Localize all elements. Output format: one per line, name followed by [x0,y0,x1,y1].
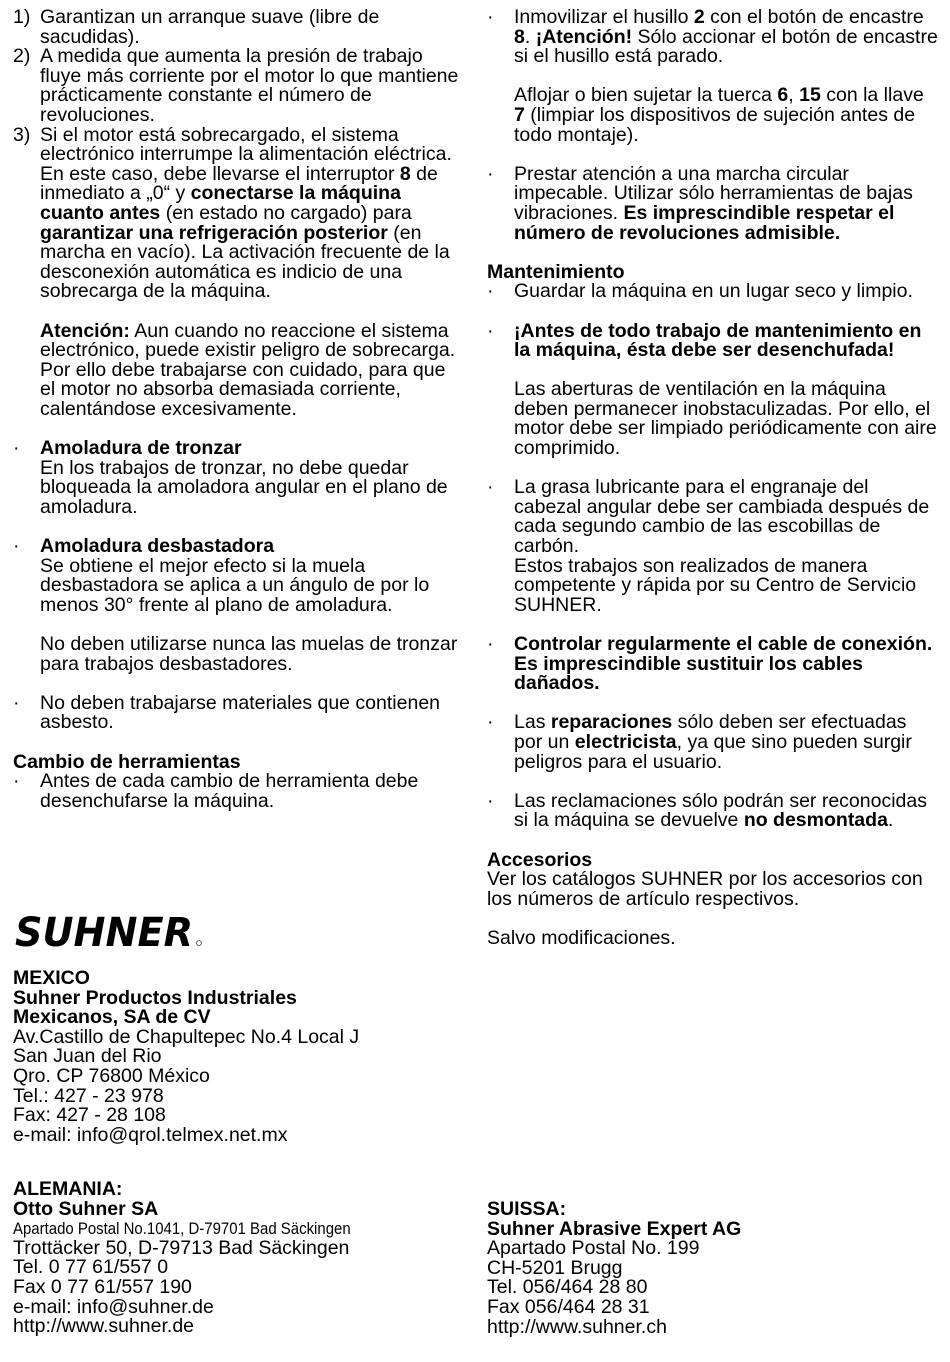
bullet-dot: · [13,691,20,714]
bullet-dot: · [487,319,494,342]
section-text: Las reparaciones sólo deben ser efectuadas por un electricista, ya que sino pueden surgir peligros para el usuario. [514,711,912,773]
country: MEXICO [13,967,90,989]
address-line: Qro. CP 76800 México [13,1064,210,1087]
bullet-desbaste [13,537,465,674]
bullet-dot: · [13,535,20,558]
fax: Fax 0 77 61/557 190 [13,1275,192,1298]
bullet-dot: · [487,789,494,812]
section-text: Se obtiene el mejor efecto si la muela desbastadora se aplica a un ángulo de por lo menos 30° frente al plano de amoladura. [40,554,430,616]
bullet-dot: · [487,711,494,734]
address-line: Trottäcker 50, D-79713 Bad Säckingen [13,1236,350,1259]
bullet-dot: · [487,476,494,499]
disclaimer: Salvo modificaciones. [487,926,676,949]
logo-text: SUHNER [15,910,193,952]
country: ALEMANIA: [13,1178,123,1200]
section-text: ¡Antes de todo trabajo de mantenimiento en la máquina, ésta debe ser desenchufada! [514,319,922,362]
website: http://www.suhner.de [13,1315,195,1338]
numbered-item-1 [13,8,465,47]
fax: Fax 056/464 28 31 [487,1295,650,1318]
numbered-item-2 [13,47,465,125]
suhner-logo-icon [13,910,203,952]
bullet-mant-4 [487,635,939,694]
bullet-mant-6 [487,789,939,832]
address-line: Apartado Postal No.1041, D-79701 Bad Säckingen [13,1219,351,1239]
section-text: Estos trabajos son realizados de manera competente y rápida por su Centro de Servicio SUHNER. [514,554,917,616]
fax: Fax: 427 - 28 108 [13,1104,166,1127]
item-text: Garantizan un arranque suave (libre de sacudidas). [40,6,380,48]
bullet-dot: · [487,633,494,655]
address-alemania [13,1180,465,1337]
item-text: A medida que aumenta la presión de trabajo fluye más corriente por el motor lo que mantiene prácticamente constante el número de revoluciones. [40,45,459,126]
company-name: Suhner Productos Industriales [13,986,297,1009]
country: SUISSA: [487,1198,567,1220]
section-text: Prestar atención a una marcha circular impecable. Utilizar sólo herramientas de bajas vibraciones. Es imprescindible respetar el número de revoluciones admisible. [514,162,913,244]
bullet-husillo [487,8,939,145]
address-suissa [487,1200,939,1337]
bullet-dot: · [13,770,20,793]
section-text: Inmovilizar el husillo 2 con el botón de encastre 8. ¡Atención! Sólo accionar el botón de encastre si el husillo está parado. [514,6,938,68]
item-number: 1) [13,6,31,28]
company-name: Suhner Abrasive Expert AG [487,1217,742,1240]
suhner-logo [13,910,203,957]
bullet-cambio [13,772,465,811]
bullet-tronzar [13,439,465,517]
atencion-note: Atención: Aun cuando no reaccione el sistema electrónico, puede existir peligro de sobrecarga. Por ello debe trabajarse con cuidado, para que el motor no absorba demasiada corriente, calentándose excesivamente. [40,319,456,420]
address-line: Av.Castillo de Chapultepec No.4 Local J [13,1025,360,1048]
email: e-mail: info@qrol.telmex.net.mx [13,1123,288,1146]
address-mexico [13,969,465,1145]
section-text: La grasa lubricante para el engranaje del cabezal angular debe ser cambiada después de cada segundo cambio de las escobillas de carbón. [514,476,930,558]
address-line: Apartado Postal No. 199 [487,1237,700,1260]
section-title: Mantenimiento [487,260,625,283]
section-text: Guardar la máquina en un lugar seco y limpio. [514,280,913,303]
section-text: En los trabajos de tronzar, no debe quedar bloqueada la amoladora angular en el plano de amoladura. [40,456,448,518]
bullet-mant-1 [487,282,939,302]
section-text: Controlar regularmente el cable de conexión. Es imprescindible sustituir los cables dañados. [514,633,933,695]
company-name: Mexicanos, SA de CV [13,1006,211,1029]
right-column [487,8,939,949]
section-text: No deben utilizarse nunca las muelas de tronzar para trabajos desbastadores. [40,633,458,675]
bullet-mant-5 [487,713,939,772]
website: http://www.suhner.ch [487,1315,667,1338]
phone: Tel.: 427 - 23 978 [13,1084,164,1107]
item-number: 3) [13,123,31,146]
section-text: Antes de cada cambio de herramienta debe desenchufarse la máquina. [40,770,419,812]
bullet-dot: · [13,437,20,460]
bullet-dot: · [487,162,494,185]
section-subtitle: Amoladura desbastadora [40,535,275,558]
bullet-dot: · [487,6,494,28]
company-name: Otto Suhner SA [13,1197,159,1220]
bullet-mant-3 [487,478,939,615]
section-subtitle: Amoladura de tronzar [40,437,242,460]
address-line: CH-5201 Brugg [487,1256,623,1279]
section-text: Ver los catálogos SUHNER por los accesorios con los números de artículo respectivos. [487,868,923,910]
section-title: Accesorios [487,848,593,871]
phone: Tel. 0 77 61/557 0 [13,1256,169,1279]
address-line: San Juan del Rio [13,1045,162,1068]
bullet-mant-2 [487,319,939,460]
numbered-item-3 [13,123,465,420]
section-text: Las reclamaciones sólo podrán ser reconocidas si la máquina se devuelve no desmontada. [514,789,927,832]
section-text: No deben trabajarse materiales que contienen asbesto. [40,691,441,734]
section-text: Las aberturas de ventilación en la máquina deben permanecer inobstaculizadas. Por ello, el motor debe ser limpiado periódicamente con aire comprimido. [514,378,937,460]
bullet-asbesto [13,691,465,734]
email: e-mail: info@suhner.de [13,1295,214,1318]
section-title: Cambio de herramientas [13,750,241,773]
item-text: Si el motor está sobrecargado, el sistema electrónico interrumpe la alimentación eléctrica. En este caso, debe llevarse el interruptor 8 de inmediato a „0“ y conectarse la máquina cuanto antes (en estado no cargado) para garantizar una refrigeración posterior (en marcha en vacío). La activación frecuente de la desconexión automática es indicio de una sobrecarga de la máquina. [40,123,452,303]
item-number: 2) [13,45,31,68]
phone: Tel. 056/464 28 80 [487,1276,648,1299]
left-column [13,8,465,811]
bullet-marcha [487,162,939,244]
bullet-dot: · [487,280,494,303]
section-text: Aflojar o bien sujetar la tuerca 6, 15 con la llave 7 (limpiar los dispositivos de sujeción antes de todo montaje). [514,84,924,146]
